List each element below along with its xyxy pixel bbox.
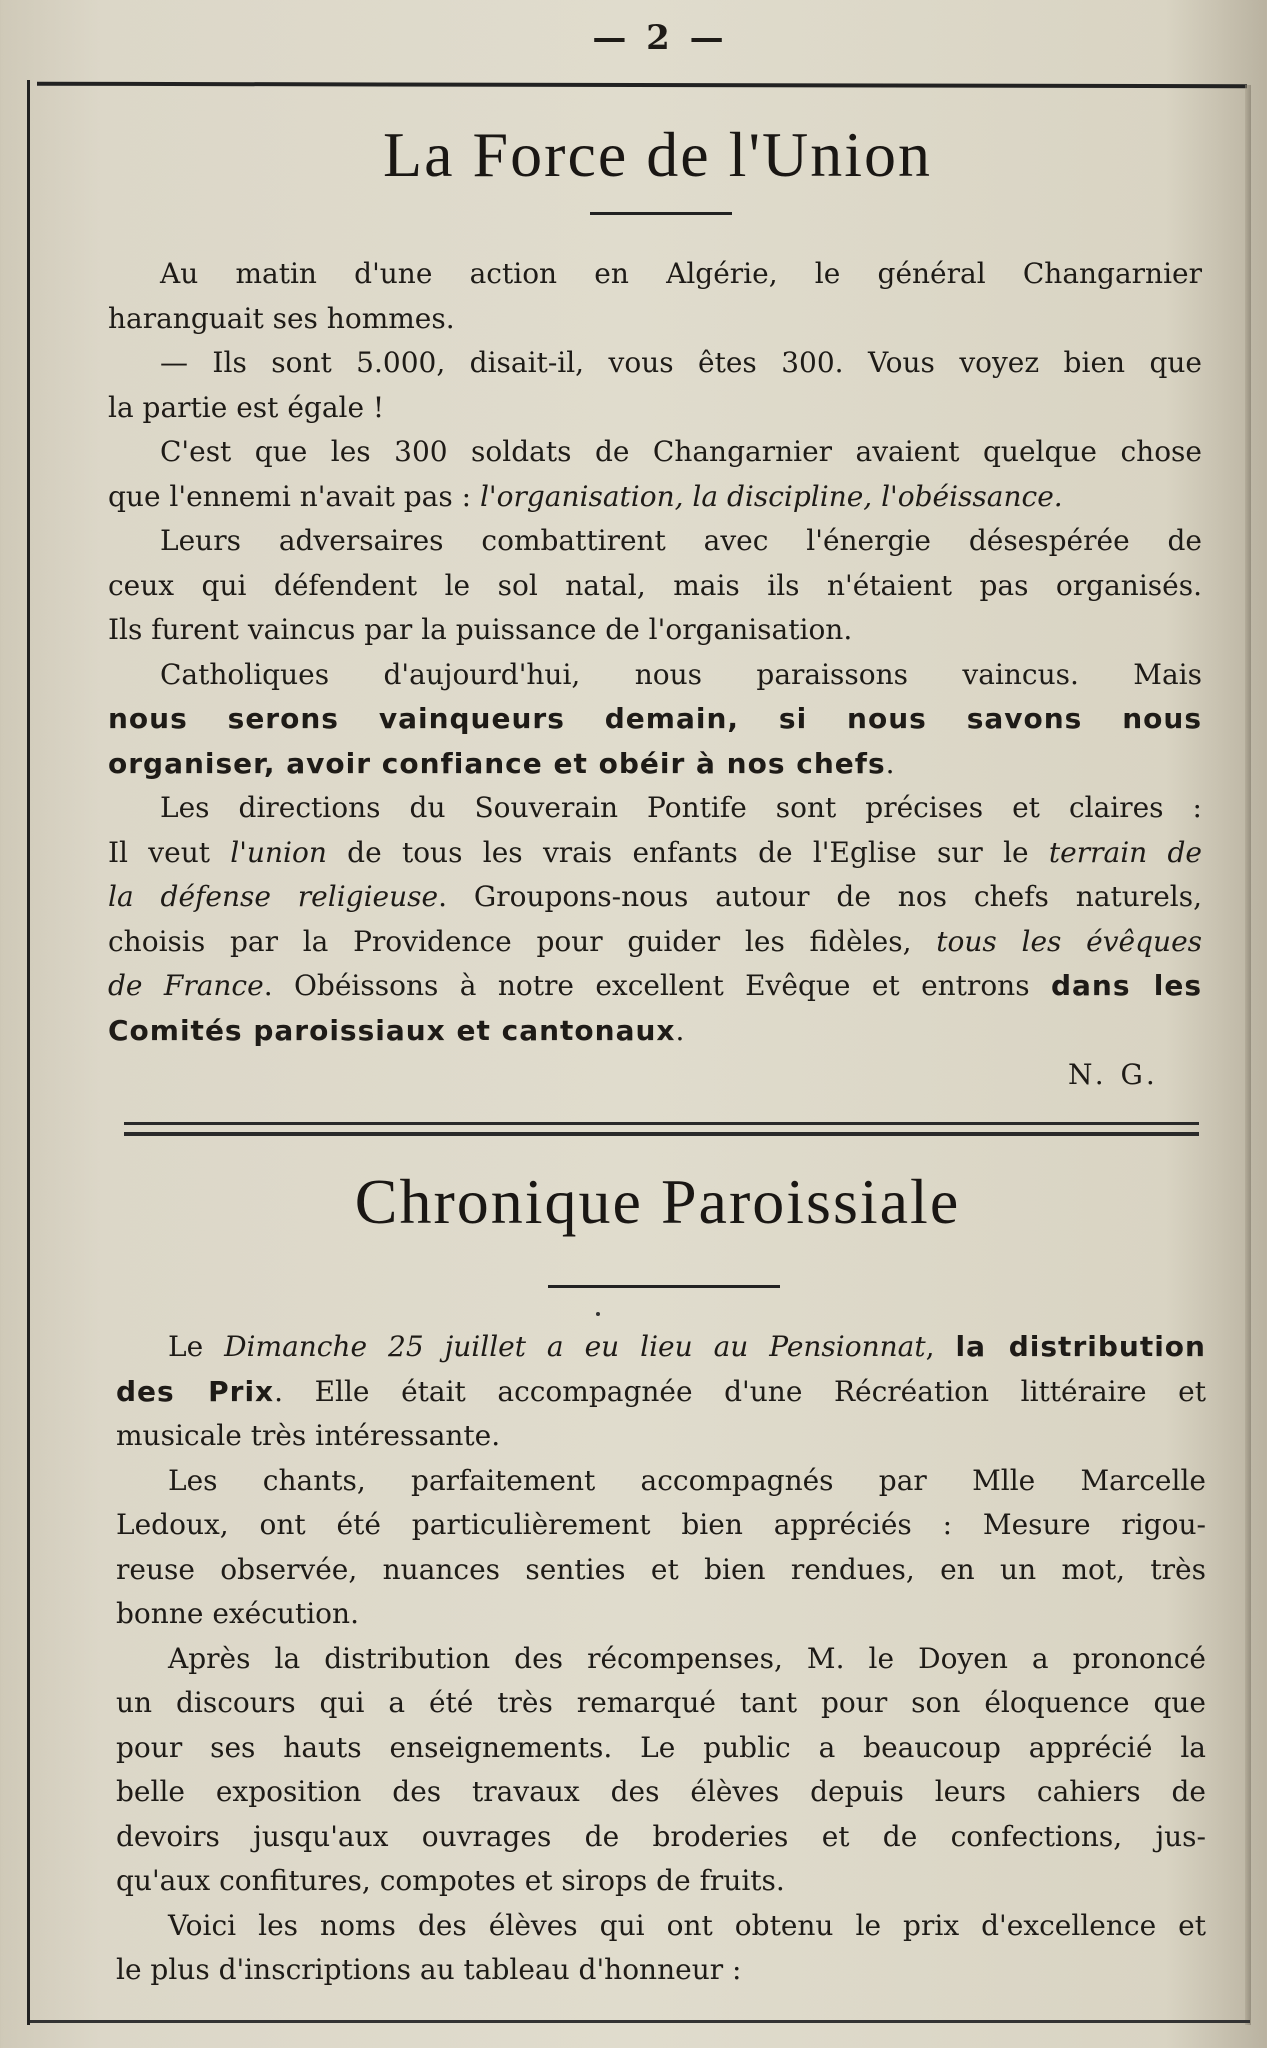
text-line	[116, 1859, 1206, 1904]
text-line	[108, 475, 1202, 520]
text-line	[108, 341, 1202, 386]
text-line	[108, 519, 1202, 564]
text: Après la distribution des récompenses, M. le Doyen a prononcé	[168, 1641, 1206, 1675]
text: ceux qui défendent le sol natal, mais ils n'étaient pas organisés.	[108, 568, 1202, 602]
text-line	[108, 742, 1202, 787]
article-signature: N. G.	[1068, 1058, 1159, 1091]
text-line	[108, 786, 1202, 831]
text-line	[116, 1637, 1206, 1682]
text: haranguait ses hommes.	[108, 301, 455, 335]
text: . Obéissons à notre excellent Evêque et entrons	[263, 969, 1051, 1002]
ornament-dot	[596, 1312, 600, 1316]
italic-text: la défense religieuse	[108, 880, 439, 913]
text-line	[116, 1459, 1206, 1504]
italic-text: Dimanche 25 juillet a eu lieu au Pensionnat	[224, 1330, 926, 1363]
bold-text: des Prix	[116, 1374, 275, 1408]
text: . Elle était accompagnée d'une Récréation littéraire et	[274, 1374, 1206, 1408]
title-underline	[548, 1285, 780, 1288]
text-line	[116, 1948, 1206, 1993]
text: qu'aux confitures, compotes et sirops de fruits.	[116, 1864, 785, 1897]
text-line	[116, 1592, 1206, 1637]
text-line	[116, 1770, 1206, 1815]
text-line	[108, 297, 1202, 342]
text-line	[108, 875, 1202, 920]
text: belle exposition des travaux des élèves depuis leurs cahiers de	[116, 1775, 1206, 1808]
page-number: — 2 —	[592, 18, 728, 58]
text: Ils furent vaincus par la puissance de l'organisation.	[108, 613, 853, 646]
article-body	[116, 1325, 1206, 1993]
text-line	[108, 430, 1202, 475]
bold-text: dans les	[1050, 969, 1202, 1002]
bold-text: la distribution	[955, 1330, 1206, 1363]
italic-text: l'union	[230, 835, 327, 869]
section-separator	[124, 1132, 1199, 1136]
bold-text: organiser, avoir confiance et obéir à nos chefs	[108, 746, 886, 780]
text: un discours qui a été très remarqué tant pour son éloquence que	[116, 1686, 1206, 1719]
text: choisis par la Providence pour guider les fidèles,	[108, 924, 937, 958]
text: Voici les noms des élèves qui ont obtenu le prix d'excellence et	[168, 1908, 1206, 1942]
article-body	[108, 252, 1202, 1053]
text-line	[116, 1904, 1206, 1949]
text-line	[108, 697, 1202, 742]
frame-top-rule	[37, 82, 1247, 89]
text: .	[885, 746, 895, 780]
text-line	[108, 964, 1202, 1009]
text-line	[116, 1726, 1206, 1771]
text: musicale très intéressante.	[116, 1419, 501, 1452]
article-title: La Force de l'Union	[383, 119, 932, 190]
italic-text: l'organisation, la discipline, l'obéissance.	[479, 479, 1063, 513]
text-line	[116, 1325, 1206, 1370]
article-title: Chronique Paroissiale	[354, 1166, 961, 1237]
frame-left-rule	[27, 80, 30, 2025]
text-line	[108, 386, 1202, 431]
text: le plus d'inscriptions au tableau d'honneur :	[116, 1953, 742, 1986]
text-line	[108, 564, 1202, 609]
text-line	[116, 1370, 1206, 1415]
page-edge-shadow	[1245, 85, 1251, 2025]
text: — Ils sont 5.000, disait-il, vous êtes 300. Vous voyez bien que	[160, 346, 1202, 379]
text-line	[116, 1681, 1206, 1726]
text: Ledoux, ont été particulièrement bien appréciés : Mesure rigou-	[116, 1508, 1206, 1541]
text: Les chants, parfaitement accompagnés par Mlle Marcelle	[168, 1463, 1206, 1497]
text: bonne exécution.	[116, 1597, 359, 1630]
text: ,	[925, 1330, 956, 1363]
text: la partie est égale !	[108, 390, 385, 424]
text: .	[675, 1013, 685, 1047]
bold-text: nous serons vainqueurs demain, si nous savons nous	[108, 702, 1202, 735]
text: Il veut	[108, 835, 231, 869]
text-line	[108, 1009, 1202, 1054]
text: reuse observée, nuances senties et bien rendues, en un mot, très	[116, 1552, 1206, 1586]
text-line	[116, 1414, 1206, 1459]
italic-text: terrain de	[1048, 835, 1202, 869]
bold-text: Comités paroissiaux et cantonaux	[108, 1013, 676, 1047]
text-line	[108, 653, 1202, 698]
text: devoirs jusqu'aux ouvrages de broderies et de confections, jus-	[116, 1819, 1206, 1853]
text: . Groupons-nous autour de nos chefs naturels,	[438, 880, 1202, 913]
text: de tous les vrais enfants de l'Eglise sur le	[326, 835, 1049, 869]
text: Catholiques d'aujourd'hui, nous paraissons vaincus. Mais	[160, 657, 1202, 691]
text: Le	[168, 1330, 225, 1363]
text-line	[108, 252, 1202, 297]
text: Leurs adversaires combattirent avec l'énergie désespérée de	[160, 524, 1202, 557]
italic-text: tous les évêques	[936, 924, 1203, 958]
text-line	[116, 1548, 1206, 1593]
text-line	[108, 831, 1202, 876]
italic-text: de France	[108, 969, 264, 1002]
text: pour ses hauts enseignements. Le public a beaucoup apprécié la	[116, 1730, 1206, 1764]
text-line	[116, 1815, 1206, 1860]
text: que l'ennemi n'avait pas :	[108, 479, 480, 513]
text-line	[108, 920, 1202, 965]
text-line	[116, 1503, 1206, 1548]
title-underline	[590, 212, 732, 215]
text: C'est que les 300 soldats de Changarnier avaient quelque chose	[160, 435, 1202, 468]
text: Les directions du Souverain Pontife sont précises et claires :	[160, 791, 1202, 824]
text-line	[108, 608, 1202, 653]
text: Au matin d'une action en Algérie, le général Changarnier	[160, 257, 1202, 290]
frame-bottom-rule	[30, 2020, 1250, 2023]
section-separator	[124, 1122, 1199, 1125]
